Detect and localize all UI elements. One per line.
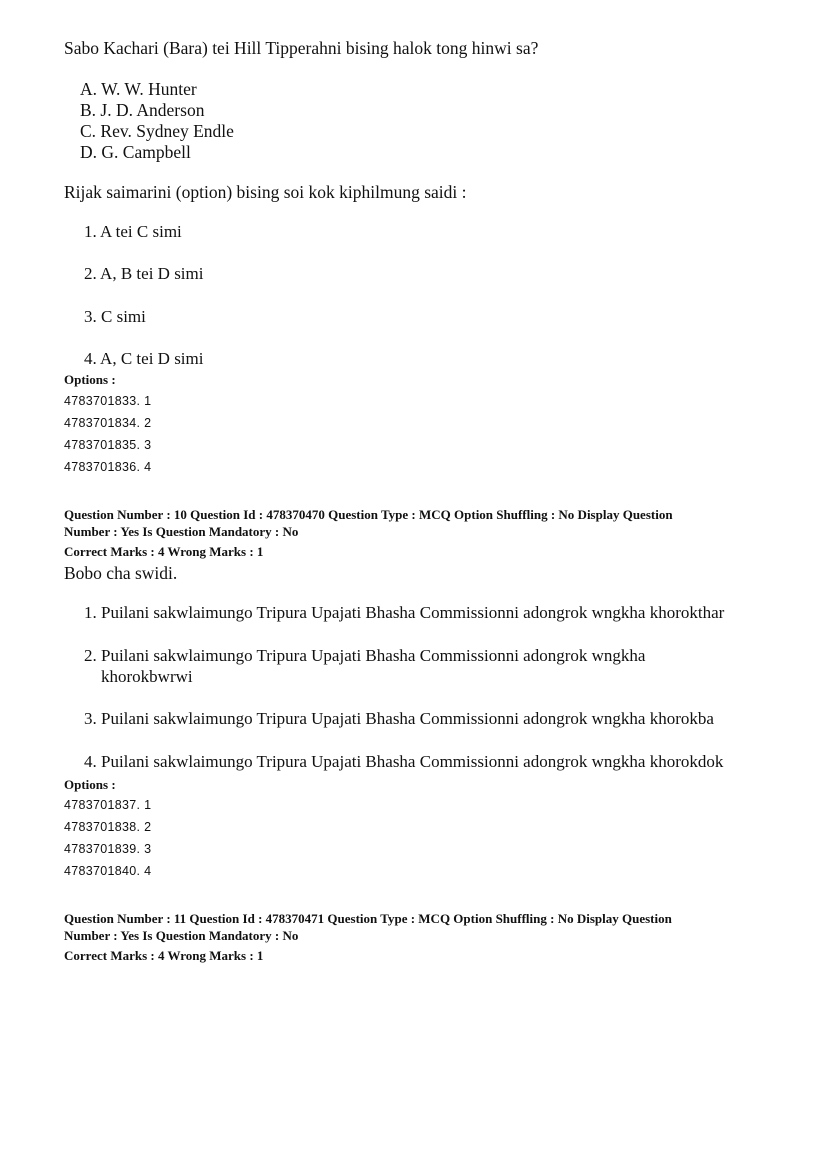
question-10-stem: Bobo cha swidi. xyxy=(64,563,178,583)
question-11-meta-line-2: Number : Yes Is Question Mandatory : No xyxy=(64,928,299,943)
question-10-option-id-4: 4783701840. 4 xyxy=(64,864,152,878)
question-10-choice-1: 1. Puilani sakwlaimungo Tripura Upajati Bhasha Commissionni adongrok wngkha khorokthar xyxy=(84,603,725,622)
question-9-option-id-3: 4783701835. 3 xyxy=(64,438,152,452)
statement-c: C. Rev. Sydney Endle xyxy=(80,121,234,141)
question-11-marks: Correct Marks : 4 Wrong Marks : 1 xyxy=(64,948,264,963)
question-10-option-id-2: 4783701838. 2 xyxy=(64,820,152,834)
question-9-choice-3: 3. C simi xyxy=(84,307,146,326)
question-10-meta-line-2: Number : Yes Is Question Mandatory : No xyxy=(64,524,299,539)
question-10-choice-3: 3. Puilani sakwlaimungo Tripura Upajati Bhasha Commissionni adongrok wngkha khorokba xyxy=(84,709,714,728)
question-9-option-id-4: 4783701836. 4 xyxy=(64,460,152,474)
question-10-option-id-1: 4783701837. 1 xyxy=(64,798,152,812)
question-9-instruction: Rijak saimarini (option) bising soi kok kiphilmung saidi : xyxy=(64,182,467,202)
question-9-choice-1: 1. A tei C simi xyxy=(84,222,182,241)
statement-b: B. J. D. Anderson xyxy=(80,100,205,120)
statement-a: A. W. W. Hunter xyxy=(80,79,197,99)
question-9-stem: Sabo Kachari (Bara) tei Hill Tipperahni bising halok tong hinwi sa? xyxy=(64,38,539,58)
question-10-options-label: Options : xyxy=(64,777,116,792)
question-10-marks: Correct Marks : 4 Wrong Marks : 1 xyxy=(64,544,264,559)
question-10-choice-2-continued: khorokbwrwi xyxy=(101,667,193,686)
question-10-meta-line-1: Question Number : 10 Question Id : 478370470 Question Type : MCQ Option Shuffling : No Display Question xyxy=(64,507,673,522)
question-9-option-id-2: 4783701834. 2 xyxy=(64,416,152,430)
question-11-meta-line-1: Question Number : 11 Question Id : 478370471 Question Type : MCQ Option Shuffling : No Display Question xyxy=(64,911,672,926)
question-9-options-label: Options : xyxy=(64,372,116,387)
statement-d: D. G. Campbell xyxy=(80,142,191,162)
question-10-choice-4: 4. Puilani sakwlaimungo Tripura Upajati Bhasha Commissionni adongrok wngkha khorokdok xyxy=(84,752,724,771)
question-9-option-id-1: 4783701833. 1 xyxy=(64,394,152,408)
question-9-choice-2: 2. A, B tei D simi xyxy=(84,264,204,283)
question-10-choice-2: 2. Puilani sakwlaimungo Tripura Upajati Bhasha Commissionni adongrok wngkha xyxy=(84,646,646,665)
question-10-option-id-3: 4783701839. 3 xyxy=(64,842,152,856)
question-9-choice-4: 4. A, C tei D simi xyxy=(84,349,204,368)
